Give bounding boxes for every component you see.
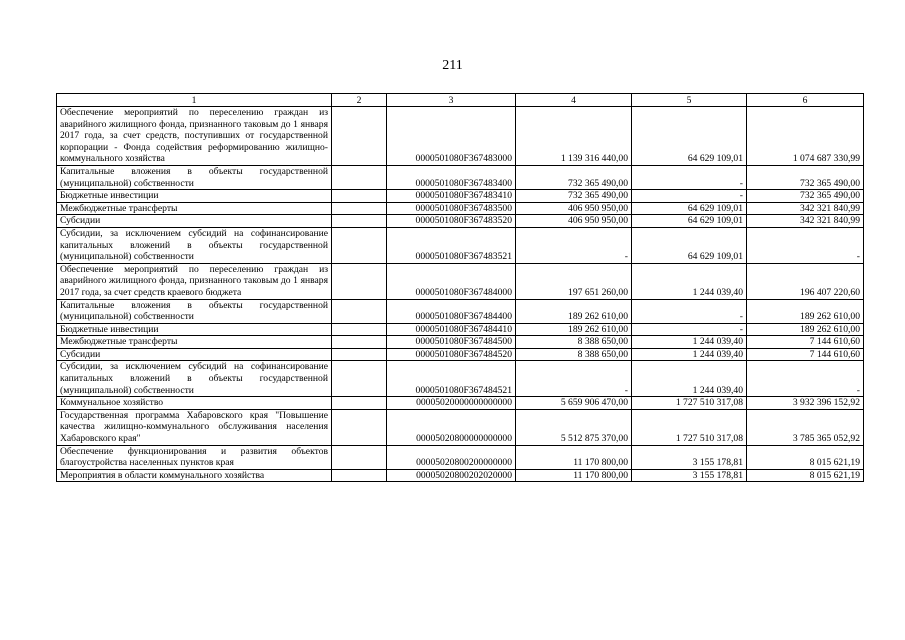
cell-col2: [332, 361, 387, 397]
cell-code: 0000501080F367483520: [387, 215, 516, 228]
column-header-1: 1: [57, 94, 332, 107]
cell-col4: 189 262 610,00: [516, 323, 632, 336]
cell-code: 0000501080F367484000: [387, 263, 516, 299]
budget-table: [56, 93, 864, 482]
cell-col4: 197 651 260,00: [516, 263, 632, 299]
cell-col4: 11 170 800,00: [516, 445, 632, 469]
cell-name: Субсидии, за исключением субсидий на софинансирование капитальных вложений в объекты государственной (муниципальной) собственности: [57, 361, 332, 397]
cell-col4: 8 388 650,00: [516, 336, 632, 349]
cell-col2: [332, 107, 387, 166]
cell-col6: 732 365 490,00: [747, 190, 864, 203]
cell-name: Субсидии: [57, 348, 332, 361]
cell-name: Субсидии, за исключением субсидий на софинансирование капитальных вложений в объекты государственной (муниципальной) собственности: [57, 227, 332, 263]
cell-col2: [332, 409, 387, 445]
cell-col2: [332, 202, 387, 215]
cell-code: 00005020000000000000: [387, 397, 516, 410]
cell-col4: 732 365 490,00: [516, 190, 632, 203]
cell-col4: 5 659 906 470,00: [516, 397, 632, 410]
cell-col5: 64 629 109,01: [632, 227, 747, 263]
cell-col6: 732 365 490,00: [747, 165, 864, 189]
cell-col2: [332, 445, 387, 469]
column-header-3: 3: [387, 94, 516, 107]
table-body: [57, 107, 864, 482]
cell-col4: 189 262 610,00: [516, 299, 632, 323]
cell-col6: 7 144 610,60: [747, 348, 864, 361]
cell-col6: 196 407 220,60: [747, 263, 864, 299]
cell-code: 0000501080F367484400: [387, 299, 516, 323]
cell-col4: 1 139 316 440,00: [516, 107, 632, 166]
cell-col6: 342 321 840,99: [747, 202, 864, 215]
cell-col4: 5 512 875 370,00: [516, 409, 632, 445]
cell-name: Капитальные вложения в объекты государственной (муниципальной) собственности: [57, 299, 332, 323]
cell-col2: [332, 190, 387, 203]
cell-col5: 3 155 178,81: [632, 469, 747, 482]
cell-name: Капитальные вложения в объекты государственной (муниципальной) собственности: [57, 165, 332, 189]
cell-col4: 11 170 800,00: [516, 469, 632, 482]
table-row: [57, 409, 864, 445]
table-row: [57, 397, 864, 410]
cell-col2: [332, 165, 387, 189]
table-row: [57, 299, 864, 323]
header-row: [57, 94, 864, 107]
cell-col6: 189 262 610,00: [747, 323, 864, 336]
cell-name: Субсидии: [57, 215, 332, 228]
cell-col5: 1 244 039,40: [632, 336, 747, 349]
cell-code: 0000501080F367484520: [387, 348, 516, 361]
cell-col6: 342 321 840,99: [747, 215, 864, 228]
table-row: [57, 348, 864, 361]
cell-name: Коммунальное хозяйство: [57, 397, 332, 410]
cell-col6: -: [747, 227, 864, 263]
cell-col5: 64 629 109,01: [632, 215, 747, 228]
cell-col5: -: [632, 299, 747, 323]
table-row: [57, 469, 864, 482]
cell-code: 00005020800202020000: [387, 469, 516, 482]
cell-code: 0000501080F367483521: [387, 227, 516, 263]
cell-code: 00005020800000000000: [387, 409, 516, 445]
cell-col4: -: [516, 227, 632, 263]
cell-col6: 189 262 610,00: [747, 299, 864, 323]
cell-col2: [332, 215, 387, 228]
cell-name: Обеспечение мероприятий по переселению граждан из аварийного жилищного фонда, признанного таковым до 1 января 2017 года, за счет средств, поступивших от государственной корпорации - Фонда содействия реформированию жилищно-коммунального хозяйства: [57, 107, 332, 166]
cell-col6: 3 785 365 052,92: [747, 409, 864, 445]
cell-code: 0000501080F367484500: [387, 336, 516, 349]
cell-col6: 3 932 396 152,92: [747, 397, 864, 410]
cell-code: 0000501080F367484521: [387, 361, 516, 397]
cell-col2: [332, 227, 387, 263]
cell-col2: [332, 299, 387, 323]
cell-col5: 64 629 109,01: [632, 202, 747, 215]
cell-col6: 8 015 621,19: [747, 445, 864, 469]
table-row: [57, 215, 864, 228]
cell-col4: 8 388 650,00: [516, 348, 632, 361]
page-number: 211: [442, 58, 463, 73]
table-row: [57, 202, 864, 215]
cell-col2: [332, 323, 387, 336]
table-header: [57, 94, 864, 107]
cell-col2: [332, 348, 387, 361]
column-header-4: 4: [516, 94, 632, 107]
cell-name: Мероприятия в области коммунального хозяйства: [57, 469, 332, 482]
cell-col4: -: [516, 361, 632, 397]
cell-code: 0000501080F367483410: [387, 190, 516, 203]
cell-code: 00005020800200000000: [387, 445, 516, 469]
table-row: [57, 263, 864, 299]
cell-col2: [332, 469, 387, 482]
table-row: [57, 336, 864, 349]
cell-col4: 732 365 490,00: [516, 165, 632, 189]
cell-col5: 1 244 039,40: [632, 263, 747, 299]
cell-col5: -: [632, 165, 747, 189]
cell-col5: 1 727 510 317,08: [632, 409, 747, 445]
cell-name: Обеспечение функционирования и развития объектов благоустройства населенных пунктов края: [57, 445, 332, 469]
table-row: [57, 323, 864, 336]
cell-name: Обеспечение мероприятий по переселению граждан из аварийного жилищного фонда, признанного таковым до 1 января 2017 года, за счет средств краевого бюджета: [57, 263, 332, 299]
cell-name: Бюджетные инвестиции: [57, 323, 332, 336]
cell-name: Бюджетные инвестиции: [57, 190, 332, 203]
cell-code: 0000501080F367484410: [387, 323, 516, 336]
cell-col5: 1 727 510 317,08: [632, 397, 747, 410]
cell-code: 0000501080F367483400: [387, 165, 516, 189]
cell-col6: 1 074 687 330,99: [747, 107, 864, 166]
cell-col5: -: [632, 190, 747, 203]
cell-col6: -: [747, 361, 864, 397]
table-row: [57, 445, 864, 469]
cell-col2: [332, 263, 387, 299]
table-row: [57, 227, 864, 263]
cell-name: Государственная программа Хабаровского края "Повышение качества жилищно-коммунального обслуживания населения Хабаровского края": [57, 409, 332, 445]
table-row: [57, 361, 864, 397]
column-header-6: 6: [747, 94, 864, 107]
cell-col5: 64 629 109,01: [632, 107, 747, 166]
cell-col2: [332, 397, 387, 410]
cell-col5: -: [632, 323, 747, 336]
cell-code: 0000501080F367483500: [387, 202, 516, 215]
cell-col4: 406 950 950,00: [516, 215, 632, 228]
cell-col4: 406 950 950,00: [516, 202, 632, 215]
cell-col5: 3 155 178,81: [632, 445, 747, 469]
cell-name: Межбюджетные трансферты: [57, 202, 332, 215]
table-row: [57, 107, 864, 166]
column-header-5: 5: [632, 94, 747, 107]
table-row: [57, 190, 864, 203]
cell-col6: 7 144 610,60: [747, 336, 864, 349]
cell-col6: 8 015 621,19: [747, 469, 864, 482]
column-header-2: 2: [332, 94, 387, 107]
cell-col5: 1 244 039,40: [632, 361, 747, 397]
cell-name: Межбюджетные трансферты: [57, 336, 332, 349]
cell-code: 0000501080F367483000: [387, 107, 516, 166]
table-row: [57, 165, 864, 189]
cell-col2: [332, 336, 387, 349]
cell-col5: 1 244 039,40: [632, 348, 747, 361]
